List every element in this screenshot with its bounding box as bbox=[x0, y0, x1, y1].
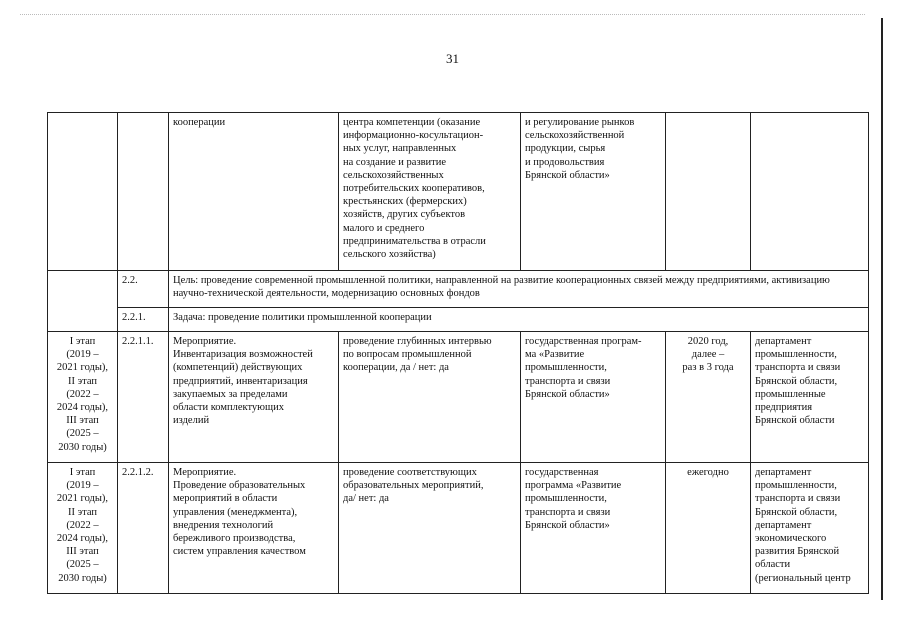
number-cell: 2.2.1.1. bbox=[118, 332, 169, 463]
action-plan-table bbox=[47, 112, 869, 594]
goal-text: Цель: проведение современной промышленной политики, направленной на развитие кооперационных связей между предприятиями, активизацию научно-технической деятельности, модернизацию основных фондов bbox=[169, 271, 869, 308]
event-cell: кооперации bbox=[169, 113, 339, 271]
table-row-continuation bbox=[48, 113, 869, 271]
deadline-cell: 2020 год, далее – раз в 3 года bbox=[666, 332, 751, 463]
stage-cell: I этап (2019 – 2021 годы), II этап (2022 – 2024 годы), III этап (2025 – 2030 годы) bbox=[48, 332, 118, 463]
table-row-task bbox=[48, 308, 869, 332]
scan-edge-top bbox=[20, 14, 865, 15]
indicator-cell: проведение глубинных интервью по вопросам промышленной кооперации, да / нет: да bbox=[339, 332, 521, 463]
table-row-item-2-2-1-1 bbox=[48, 332, 869, 463]
scan-edge-right bbox=[881, 18, 883, 600]
stage-cell bbox=[48, 113, 118, 271]
indicator-cell: центра компетенции (оказание информационно-косультацион- ных услуг, направленных на создание и развитие сельскохозяйственных потребительских кооперативов, крестьянских (фермерских) хозяйств, других субъектов малого и среднего предпринимательства в отрасли сельского хозяйства) bbox=[339, 113, 521, 271]
event-cell: Мероприятие. Инвентаризация возможностей (компетенций) действующих предприятий, инвентаризация закупаемых за пределами области комплектующих изделий bbox=[169, 332, 339, 463]
deadline-cell bbox=[666, 113, 751, 271]
event-cell: Мероприятие. Проведение образовательных мероприятий в области управления (менеджмента), внедрения технологий бережливого производства, систем управления качеством bbox=[169, 463, 339, 594]
stage-cell: I этап (2019 – 2021 годы), II этап (2022 – 2024 годы), III этап (2025 – 2030 годы) bbox=[48, 463, 118, 594]
executor-cell: департамент промышленности, транспорта и связи Брянской области, департамент экономического развития Брянской области (региональный центр bbox=[751, 463, 869, 594]
task-text: Задача: проведение политики промышленной кооперации bbox=[169, 308, 869, 332]
indicator-cell: проведение соответствующих образовательных мероприятий, да/ нет: да bbox=[339, 463, 521, 594]
executor-cell bbox=[751, 113, 869, 271]
number-cell bbox=[118, 113, 169, 271]
page-number: 31 bbox=[446, 51, 459, 66]
task-number: 2.2.1. bbox=[118, 308, 169, 332]
program-cell: государственная програм- ма «Развитие промышленности, транспорта и связи Брянской области» bbox=[521, 332, 666, 463]
executor-cell: департамент промышленности, транспорта и связи Брянской области, промышленные предприятия Брянской области bbox=[751, 332, 869, 463]
stage-cell-empty bbox=[48, 271, 118, 332]
goal-number: 2.2. bbox=[118, 271, 169, 308]
program-cell: и регулирование рынков сельскохозяйственной продукции, сырья и продовольствия Брянской области» bbox=[521, 113, 666, 271]
number-cell: 2.2.1.2. bbox=[118, 463, 169, 594]
deadline-cell: ежегодно bbox=[666, 463, 751, 594]
table-row-item-2-2-1-2 bbox=[48, 463, 869, 594]
table-row-goal bbox=[48, 271, 869, 308]
program-cell: государственная программа «Развитие промышленности, транспорта и связи Брянской области» bbox=[521, 463, 666, 594]
